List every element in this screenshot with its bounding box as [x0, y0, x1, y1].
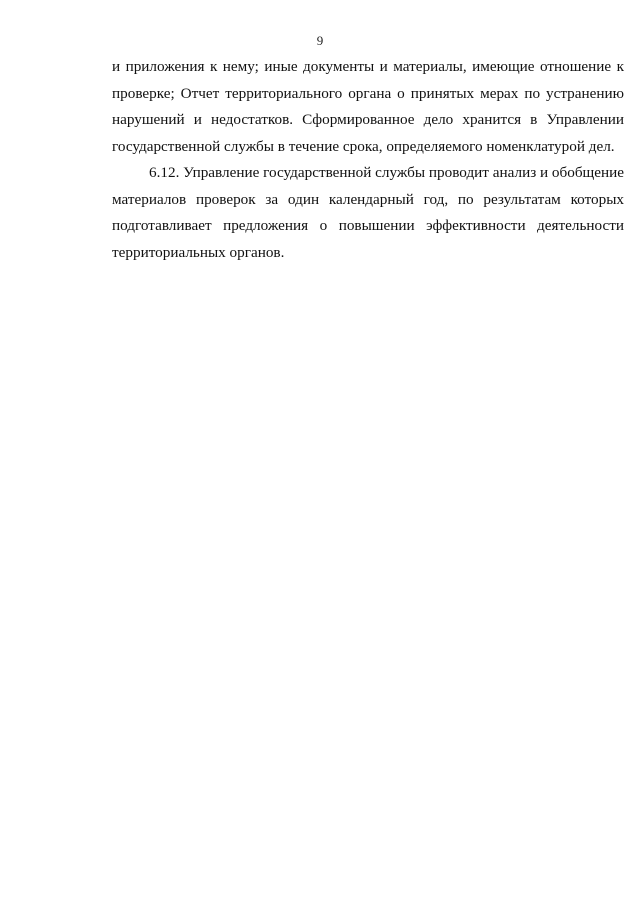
paragraph-6-12: 6.12. Управление государственной службы проводит анализ и обобщение материалов проверок за один календарный год, по результатам которых подготавливает предложения о повышении эффективности деятельности территориальных органов.: [112, 164, 624, 261]
paragraph-continuation: и приложения к нему; иные документы и материалы, имеющие отношение к проверке; Отчет территориального органа о принятых мерах по устранению нарушений и недостатков. Сформированное дело хранится в Управлении государственной службы в течение срока, определяемого номенклатурой дел.: [112, 58, 624, 155]
page-number: 9: [316, 33, 324, 48]
document-body: [112, 54, 624, 266]
